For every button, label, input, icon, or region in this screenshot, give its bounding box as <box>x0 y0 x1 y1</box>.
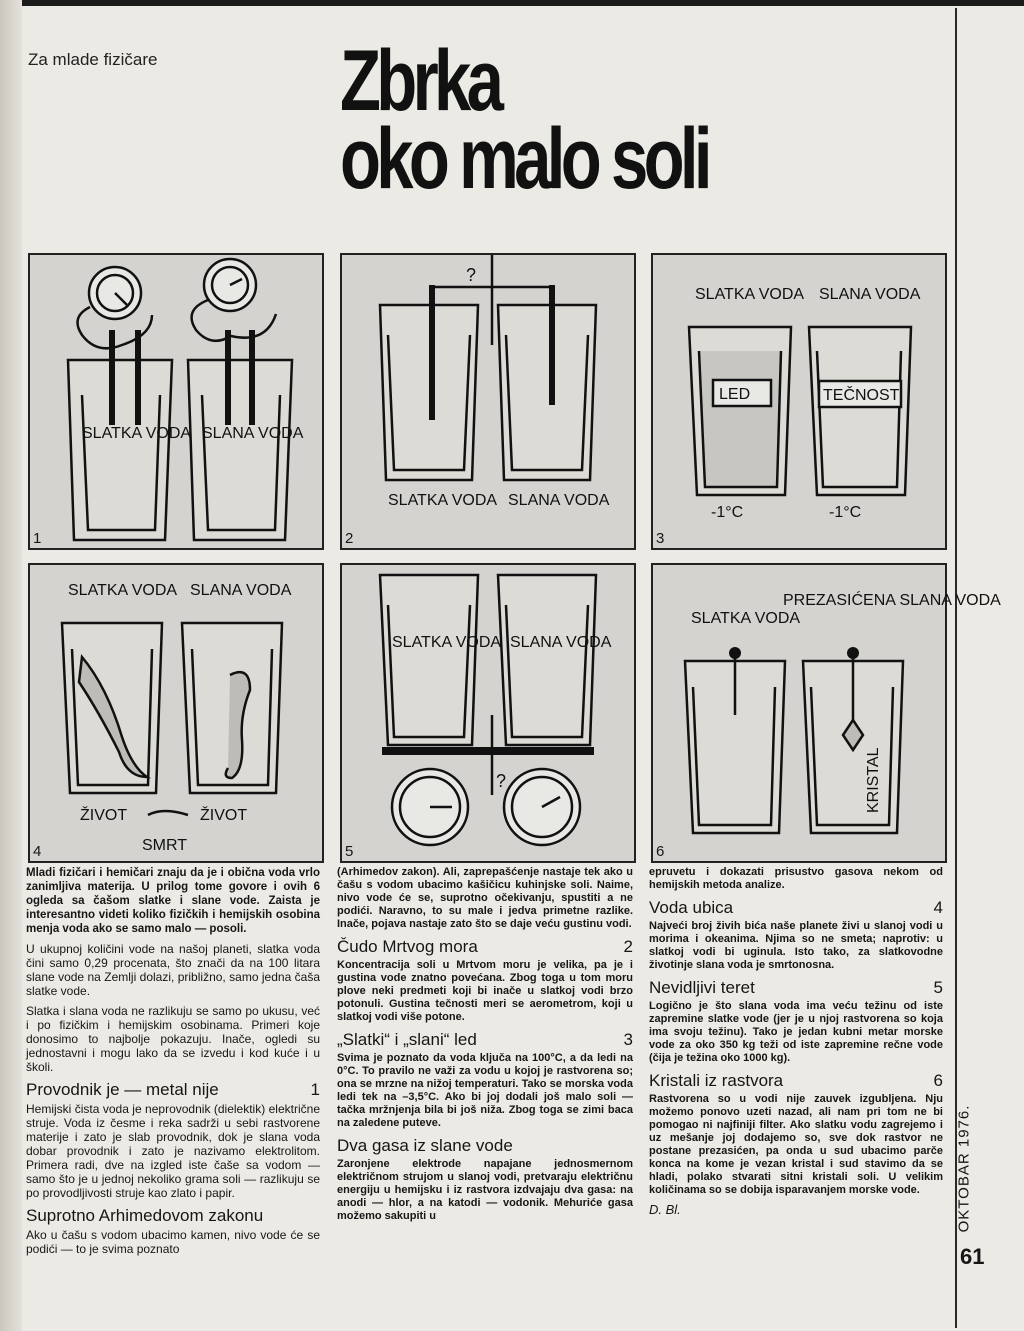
panel-6-label-kristal: KRISTAL <box>865 747 882 813</box>
section-heading: Dva gasa iz slane vode <box>337 1136 513 1155</box>
panel-3-label-led: LED <box>719 386 751 403</box>
illustration-panel-2 <box>340 253 636 550</box>
panel-4-label-smrt: SMRT <box>142 837 188 854</box>
paragraph: Logično je što slana voda ima veću težinu od iste zapremine slatke vode (jer je u njoj rastvorena so koja ima svoju težinu). Tako je jedan kubni metar morske vode za oko 350 kg teži od iste zapremine rečne vode (čija je težina oko 1000 kg). <box>649 1000 943 1064</box>
section-heading: Nevidljivi teret 5 <box>649 978 943 997</box>
panel-5-question: ? <box>496 771 507 791</box>
title-line-1: Zbrka <box>340 33 500 129</box>
panel-2-label-slana: SLANA VODA <box>508 492 610 509</box>
section-heading: Provodnik je — metal nije 1 <box>26 1080 320 1099</box>
panel-1-label-slatka: SLATKA VODA <box>82 425 192 442</box>
top-border <box>0 0 1024 6</box>
paragraph: (Arhimedov zakon). Ali, zaprepašćenje nastaje tek ako u čašu s vodom ubacimo kašičicu kuhinjske soli. Naime, nivo vode će se, suprotno očekivanju, spustiti a ne podići. Naravno, to su male i jedva primetne razlike. Inače, pojava nastaje zato što se daje veću gustinu vodi. <box>337 866 633 930</box>
illustration-panel-5 <box>340 563 636 863</box>
paragraph: Najveći broj živih bića naše planete živi u slanoj vodi u morima i okeanima. Njima so ne smeta; naprotiv: u slatkoj vodi bi uginula. Isto tako, za slatkovodne životinje slana voda je smrtonosna. <box>649 920 943 971</box>
panel-5-label-slana: SLANA VODA <box>510 634 612 651</box>
panel-2-drawing <box>342 255 634 548</box>
panel-6-label-slatka: SLATKA VODA <box>691 610 801 627</box>
text-column-2 <box>337 866 633 1229</box>
panel-1-label-slana: SLANA VODA <box>202 425 304 442</box>
panel-3-label-tecnost: TEČNOST <box>823 387 900 404</box>
panel-3-temp-1: -1°C <box>711 504 744 521</box>
panel-2-label-slatka: SLATKA VODA <box>388 492 498 509</box>
panel-number: 2 <box>345 530 354 547</box>
panel-number: 1 <box>33 530 42 547</box>
illustration-panel-3 <box>651 253 947 550</box>
paragraph: Hemijski čista voda je neprovodnik (dielektik) električne struje. Voda iz česme i reka sadrži u sebi rastvorene materije i zato je slab provodnik, dok je slana voda dobar provodnik i zato je nazivamo elektrolitom. Primera radi, dve na izgled iste čaše sa vodom — samo što je u jednoj nekoliko grama soli — razlikuju se po provodljivosti struje kao zlato i papir. <box>26 1102 320 1200</box>
panel-4-drawing <box>30 565 322 861</box>
panel-number: 6 <box>656 843 665 860</box>
experiment-number: 1 <box>310 1080 320 1099</box>
experiment-number: 2 <box>623 937 633 956</box>
paragraph: Slatka i slana voda ne razlikuju se samo po ukusu, već i po fizičkim i hemijskim osobinama. Primeri koje donosimo to najbolje pokazuju. Inače, ogledi su jednostavni i mogu lako da se izvedu i kod kuće i u školi. <box>26 1004 320 1074</box>
page-number: 61 <box>960 1244 985 1269</box>
panel-1-drawing <box>30 255 322 548</box>
paragraph: epruvetu i dokazati prisustvo gasova nekom od hemijskih metoda analize. <box>649 866 943 891</box>
page-title <box>340 33 708 207</box>
panel-3-label-slana: SLANA VODA <box>819 286 921 303</box>
section-heading: „Slatki“ i „slani“ led 3 <box>337 1030 633 1049</box>
experiment-number: 6 <box>933 1071 943 1090</box>
panel-number: 3 <box>656 530 665 547</box>
panel-6-drawing <box>653 565 1001 861</box>
title-line-2: oko malo soli <box>340 111 708 207</box>
panel-3-label-slatka: SLATKA VODA <box>695 286 805 303</box>
illustration-panel-4 <box>28 563 324 863</box>
panel-6-label-prezasicena: PREZASIĆENA SLANA VODA <box>783 592 1001 609</box>
panel-5-label-slatka: SLATKA VODA <box>392 634 502 651</box>
author-signature: D. Bl. <box>649 1202 681 1217</box>
panel-number: 4 <box>33 843 42 860</box>
text-column-3 <box>649 866 943 1222</box>
panel-3-temp-2: -1°C <box>829 504 862 521</box>
panel-5-drawing <box>342 565 634 861</box>
section-heading: Voda ubica 4 <box>649 898 943 917</box>
panel-number: 5 <box>345 843 354 860</box>
paragraph: Rastvorena so u vodi nije zauvek izgubljena. Nju možemo ponovo uzeti nazad, ali nam pri tom ne bi pomogao ni najfiniji filter. Ako slatku vodu zagrejemo i uz mešanje joj dodajemo so, sve dok rastvor ne postane prezasićen, pa onda u sud ubacimo parče konca na kome je vezan kristal i sud stavimo da se hladi, polako stvarati sitni kristali soli. U velikim količinama so se dobija isparavanjem morske vode. <box>649 1093 943 1196</box>
illustration-panel-1 <box>28 253 324 550</box>
paragraph: Ako u čašu s vodom ubacimo kamen, nivo vode će se podići — to je svima poznato <box>26 1228 320 1256</box>
illustration-panel-6 <box>651 563 1001 863</box>
text-column-1 <box>26 866 320 1262</box>
lead-paragraph: Mladi fizičari i hemičari znaju da je i obična voda vrlo zanimljiva materija. U prilog tome govore i ovih 6 ogleda sa čašom slatke i slane vode. Zaista je interesantno videti koliko fizičkih i hemijskih osobina menja voda ako se samo malo — posoli. <box>26 867 320 935</box>
paragraph: Zaronjene elektrode napajane jednosmernom električnom strujom u slanoj vodi, pretvaraju električnu energiju u hemijsku i iz rastvora izdvajaju dva gasa: na anodi — hlor, a na katodi — vodonik. Mehuriće gasa možemo sakupiti u <box>337 1158 633 1222</box>
paragraph: U ukupnoj količini vode na našoj planeti, slatka voda čini samo 0,29 procenata, što znači da na 100 litara slane vode na Zemlji dolazi, približno, samo jedna čaša slatke vode. <box>26 942 320 998</box>
panel-4-label-zivot-1: ŽIVOT <box>80 807 128 824</box>
section-heading: Kristali iz rastvora 6 <box>649 1071 943 1090</box>
paragraph: Svima je poznato da voda ključa na 100°C, a da ledi na 0°C. To pravilo ne važi za vodu u kojoj je rastvorena so; ona se mrzne na nižoj temperaturi. Tako se morska voda ledi tek na –3,5°C. Ako bi joj dodali još malo soli — tačka mržnjenja bila bi još niža. Zbog toga se zimi baca na zaledene puteve. <box>337 1052 633 1129</box>
experiment-number: 3 <box>623 1030 633 1049</box>
page-gutter <box>0 0 22 1331</box>
experiment-number: 4 <box>933 898 943 917</box>
panel-2-question: ? <box>466 265 477 285</box>
panel-4-label-slana: SLANA VODA <box>190 582 292 599</box>
section-heading: Čudo Mrtvog mora 2 <box>337 937 633 956</box>
panel-4-label-slatka: SLATKA VODA <box>68 582 178 599</box>
panel-4-label-zivot-2: ŽIVOT <box>200 807 248 824</box>
panel-3-drawing <box>653 255 945 548</box>
issue-date-margin: OKTOBAR 1976. <box>955 1104 973 1233</box>
experiment-number: 5 <box>933 978 943 997</box>
section-label: Za mlade fizičare <box>28 50 158 69</box>
paragraph: Koncentracija soli u Mrtvom moru je velika, pa je i gustina vode znatno povećana. Zbog toga u tom moru plove neki predmeti koji bi inače u slatkoj vodi brzo potonuli. Gustina tečnosti meri se aerometrom, koji u slatkoj vodi više potone. <box>337 959 633 1023</box>
section-heading: Suprotno Arhimedovom zakonu <box>26 1206 264 1225</box>
